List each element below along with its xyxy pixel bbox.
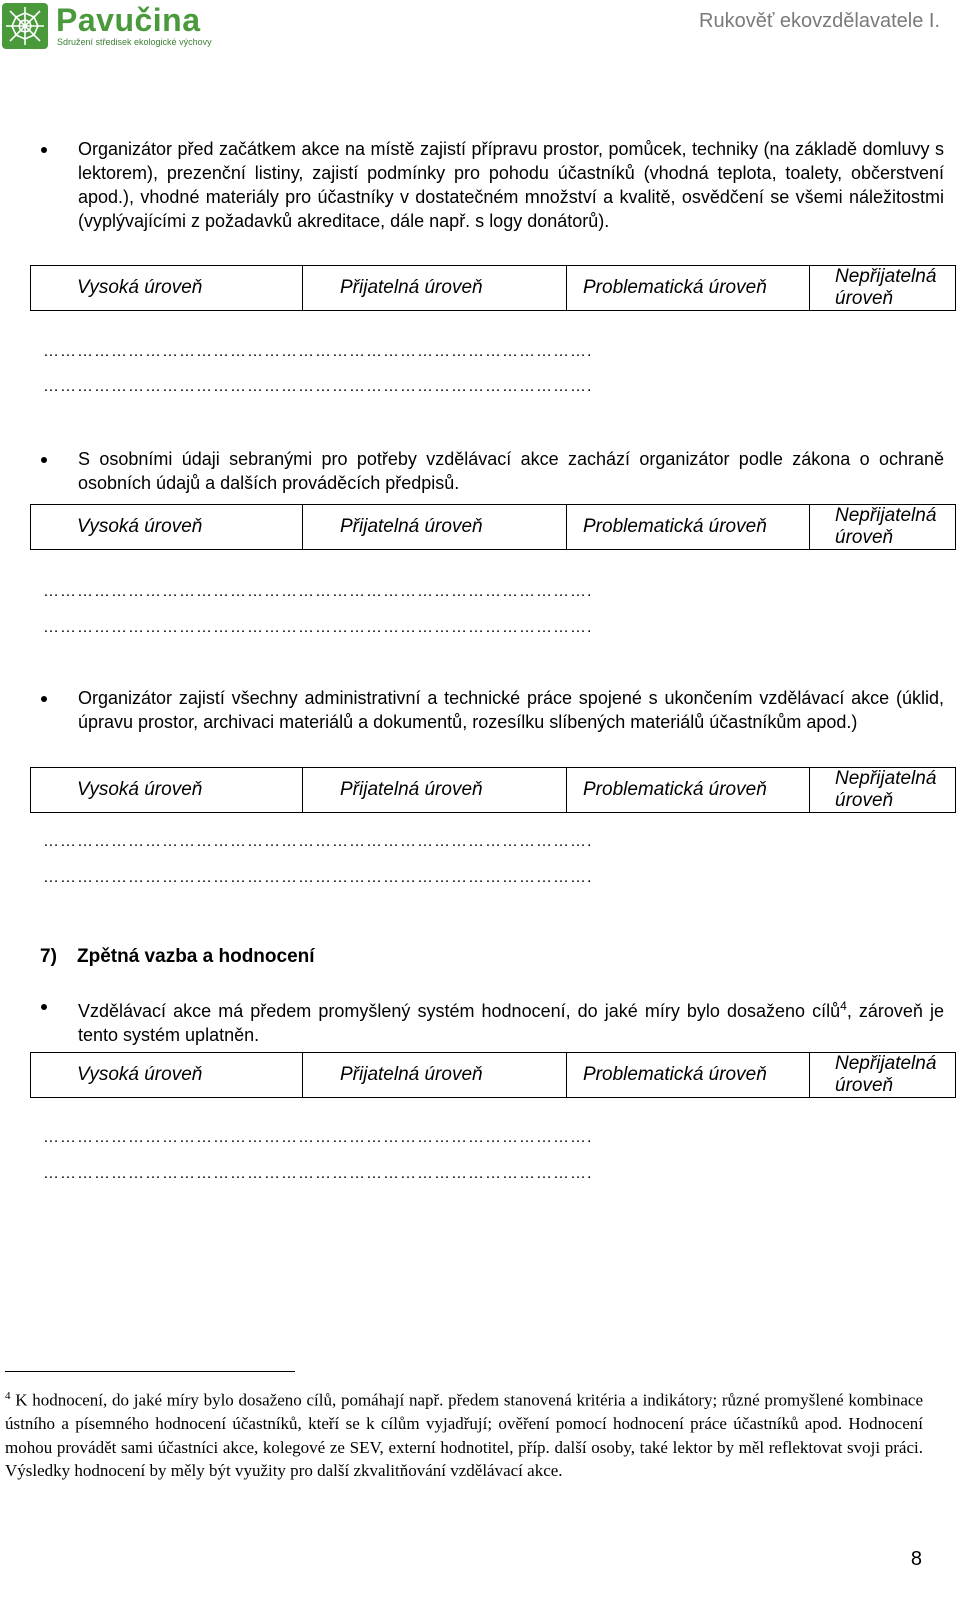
logo-subtitle: Sdružení středisek ekologické výchovy <box>57 37 212 47</box>
answer-line[interactable]: ……………………………………………………………………………………. <box>43 619 593 636</box>
rating-scale-table <box>30 504 956 550</box>
rating-scale-table <box>30 1052 956 1098</box>
section-heading <box>40 946 315 968</box>
level-acceptable[interactable]: Přijatelná úroveň <box>303 266 567 311</box>
level-problematic[interactable]: Problematická úroveň <box>567 266 810 311</box>
level-unacceptable[interactable]: Nepřijatelná úroveň <box>810 1053 956 1098</box>
answer-line[interactable]: ……………………………………………………………………………………. <box>43 583 593 600</box>
criterion-text: Vzdělávací akce má předem promyšlený systém hodnocení, do jaké míry bylo dosaženo cílů <box>78 1001 841 1021</box>
level-high[interactable]: Vysoká úroveň <box>31 266 303 311</box>
criterion-item: Organizátor zajistí všechny administrativní a technické práce spojené s ukončením vzdělávací akce (úklid, úpravu prostor, archivaci materiálů a dokumentů, rozesílku slíbených materiálů účastníkům apod.) <box>78 688 944 732</box>
criterion-item: Organizátor před začátkem akce na místě zajistí přípravu prostor, pomůcek, techniky (na základě domluvy s lektorem), prezenční listiny, zajistí podmínky pro pohodu účastníků (vhodná teplota, toalety, občerstvení apod.), vhodné materiály pro účastníky v dostatečném množství a kvalitě, osvědčení se všemi náležitostmi (vyplývajícími z požadavků akreditace, dále např. s logy donátorů). <box>78 139 944 231</box>
level-high[interactable]: Vysoká úroveň <box>31 505 303 550</box>
page-header <box>0 0 960 60</box>
level-problematic[interactable]: Problematická úroveň <box>567 1053 810 1098</box>
level-problematic[interactable]: Problematická úroveň <box>567 768 810 813</box>
logo-name: Pavučina <box>56 2 201 38</box>
rating-scale-table <box>30 767 956 813</box>
answer-line[interactable]: ……………………………………………………………………………………. <box>43 378 593 395</box>
footnote-divider <box>5 1371 295 1372</box>
criterion-text: , zároveň je tento systém uplatněn. <box>78 1001 944 1045</box>
footnote-reference[interactable]: 4 <box>840 999 847 1013</box>
footnote-text: K hodnocení, do jaké míry bylo dosaženo cílů, pomáhají např. předem stanovená kritéria a indikátory; různé promyšlené kombinace ústního a písemného hodnocení účastníků, kteří se k cílům vyjadřují; ověření pomocí hodnocení práce účastníků apod. Hodnocení mohou provádět sami účastníci akce, kolegové ze SEV, externí hodnotitel, příp. další osoby, také lektor by měl reflektovat svoji práci. Výsledky hodnocení by měly být využity pro další zkvalitňování vzdělávací akce. <box>5 1390 923 1481</box>
answer-line[interactable]: ……………………………………………………………………………………. <box>43 833 593 850</box>
page-number: 8 <box>910 1548 922 1570</box>
document-title: Rukověť ekovzdělavatele I. <box>699 10 940 32</box>
rating-scale-table <box>30 265 956 311</box>
answer-line[interactable]: ……………………………………………………………………………………. <box>43 1165 593 1182</box>
spiderweb-logo-icon <box>2 3 48 49</box>
footnote <box>5 1385 923 1483</box>
criterion-item: S osobními údaji sebranými pro potřeby vzdělávací akce zachází organizátor podle zákona o ochraně osobních údajů a dalších prováděcích předpisů. <box>78 449 944 493</box>
answer-line[interactable]: ……………………………………………………………………………………. <box>43 869 593 886</box>
level-unacceptable[interactable]: Nepřijatelná úroveň <box>810 505 956 550</box>
answer-line[interactable]: ……………………………………………………………………………………. <box>43 1129 593 1146</box>
level-high[interactable]: Vysoká úroveň <box>31 768 303 813</box>
footnote-mark: 4 <box>5 1390 11 1402</box>
section-number: 7) <box>40 946 57 967</box>
level-unacceptable[interactable]: Nepřijatelná úroveň <box>810 266 956 311</box>
level-high[interactable]: Vysoká úroveň <box>31 1053 303 1098</box>
criterion-item <box>78 994 944 1047</box>
level-unacceptable[interactable]: Nepřijatelná úroveň <box>810 768 956 813</box>
answer-line[interactable]: ……………………………………………………………………………………. <box>43 343 593 360</box>
section-title: Zpětná vazba a hodnocení <box>77 946 315 967</box>
level-problematic[interactable]: Problematická úroveň <box>567 505 810 550</box>
level-acceptable[interactable]: Přijatelná úroveň <box>303 768 567 813</box>
level-acceptable[interactable]: Přijatelná úroveň <box>303 505 567 550</box>
level-acceptable[interactable]: Přijatelná úroveň <box>303 1053 567 1098</box>
